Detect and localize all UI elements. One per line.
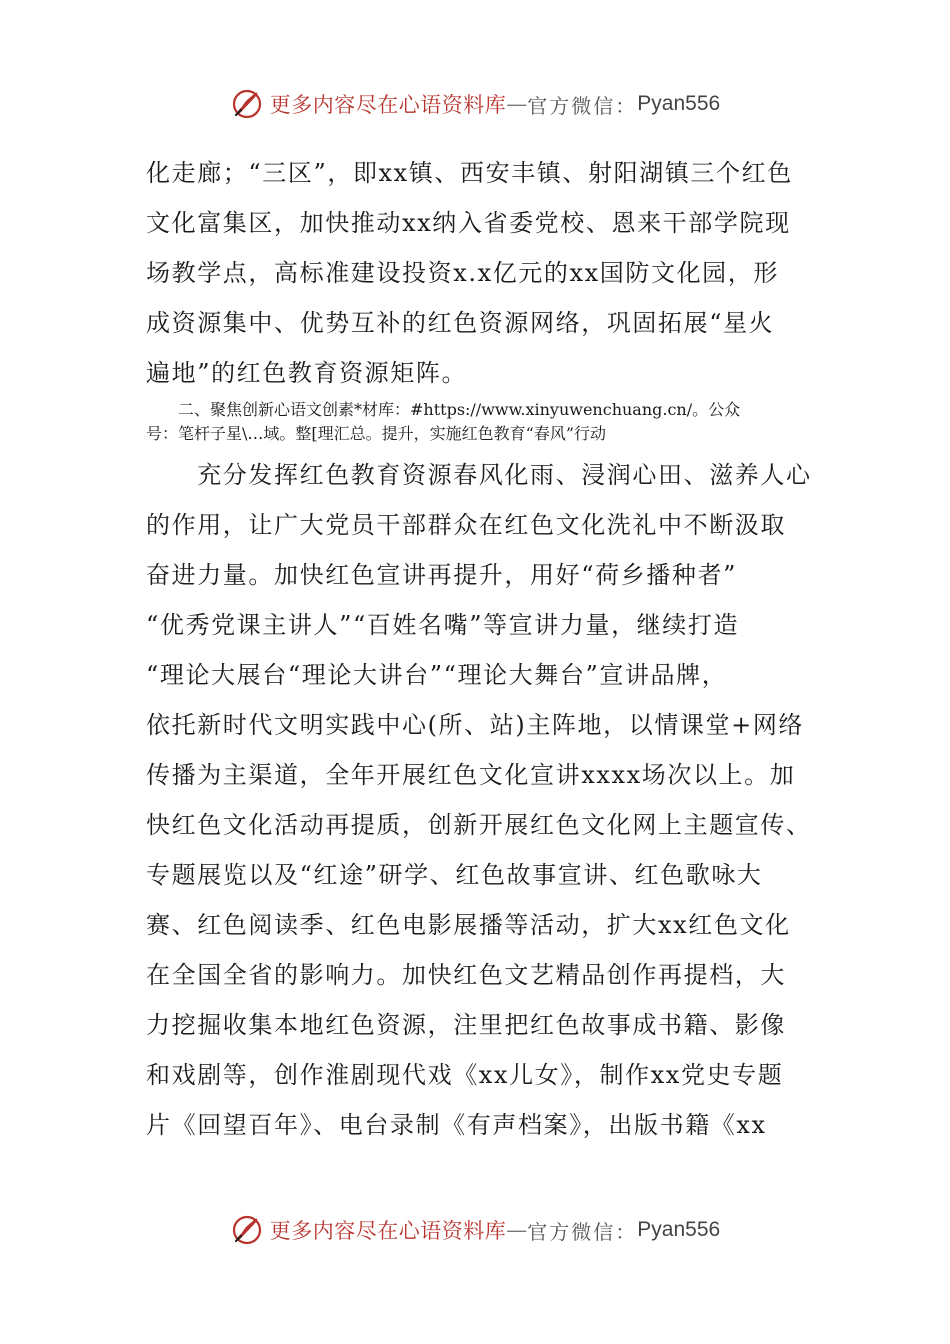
text-line: “优秀党课主讲人”“百姓名嘴”等宣讲力量，继续打造: [146, 611, 740, 639]
text-line: 遍地”的红色教育资源矩阵。: [146, 359, 468, 387]
heading-line: 二、聚焦创新心语文创素*材库：#https://www.xinyuwenchuang.cn/。公众: [178, 400, 741, 419]
body-paragraph-2: [146, 450, 812, 1150]
quill-logo-icon: [230, 1213, 264, 1247]
text-line: 和戏剧等，创作淮剧现代戏《xx儿女》，制作xx党史专题: [146, 1061, 784, 1089]
text-line: 在全国全省的影响力。加快红色文艺精品创作再提档，大: [146, 961, 786, 989]
text-line: “理论大展台“理论大讲台”“理论大舞台”宣讲品牌，: [146, 661, 728, 689]
text-line: 力挖掘收集本地红色资源，注里把红色故事成书籍、影像: [146, 1011, 786, 1039]
text-line: 传播为主渠道，全年开展红色文化宣讲xxxx场次以上。加: [146, 761, 796, 789]
banner-text: 更多内容尽在心语资料库: [269, 1219, 507, 1243]
banner-wechat-label: 官方微信：: [527, 93, 638, 118]
text-line: 文化富集区，加快推动xx纳入省委党校、恩来干部学院现: [146, 209, 791, 237]
banner-text: 更多内容尽在心语资料库: [269, 93, 507, 117]
text-line: 快红色文化活动再提质，创新开展红色文化网上主题宣传、: [146, 811, 812, 839]
footer-watermark-banner: [0, 1210, 950, 1250]
banner-wechat-id: Pyan556: [637, 92, 721, 115]
quill-logo-icon: [230, 87, 264, 121]
section-heading: [146, 398, 806, 446]
heading-line: 号：笔杆子星\…域。整[理汇总。提升，实施红色教育“春风”行动: [146, 424, 606, 443]
header-watermark-banner: [0, 84, 950, 124]
text-line: 场教学点，高标准建设投资x.x亿元的xx国防文化园，形: [146, 259, 779, 287]
text-line: 成资源集中、优势互补的红色资源网络，巩固拓展“星火: [146, 309, 775, 337]
text-line: 充分发挥红色教育资源春风化雨、浸润心田、滋养人心: [146, 461, 812, 489]
text-line: 的作用，让广大党员干部群众在红色文化洗礼中不断汲取: [146, 511, 786, 539]
text-line: 化走廊；“三区”，即xx镇、西安丰镇、射阳湖镇三个红色: [146, 159, 793, 187]
banner-wechat-label: 官方微信：: [527, 1219, 638, 1244]
text-line: 奋进力量。加快红色宣讲再提升，用好“荷乡播种者”: [146, 561, 737, 589]
banner-separator: —: [506, 92, 528, 116]
body-paragraph-1: [146, 148, 806, 398]
text-line: 专题展览以及“红途”研学、红色故事宣讲、红色歌咏大: [146, 861, 763, 889]
banner-wechat-id: Pyan556: [637, 1218, 721, 1241]
text-line: 赛、红色阅读季、红色电影展播等活动，扩大xx红色文化: [146, 911, 791, 939]
banner-separator: —: [506, 1218, 528, 1242]
text-line: 片《回望百年》、电台录制《有声档案》，出版书籍《xx: [146, 1111, 767, 1139]
text-line: 依托新时代文明实践中心(所、站)主阵地，以情课堂+网络: [146, 711, 805, 739]
